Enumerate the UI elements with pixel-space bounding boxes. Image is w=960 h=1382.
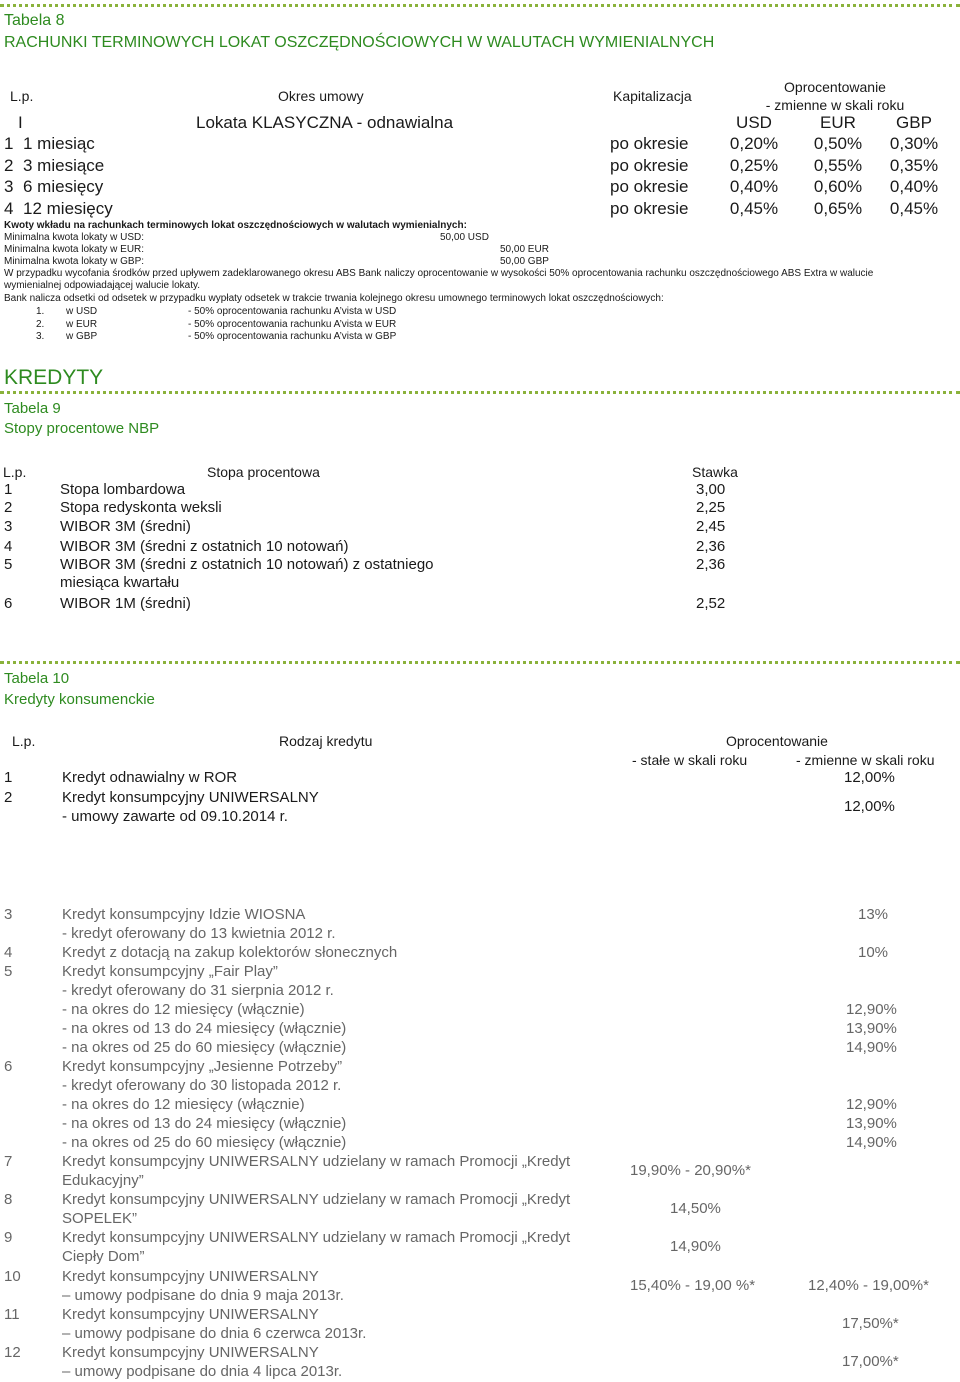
row-value: 2,25 [696,499,726,516]
section-name: Lokata KLASYCZNA - odnawialna [196,113,454,132]
row-value-zmienne: 13% [858,906,889,923]
row-name: Kredyt konsumpcyjny „Fair Play” [62,963,278,980]
table-subtitle: RACHUNKI TERMINOWYCH LOKAT OSZCZĘDNOŚCIOWYCH W WALUTACH WYMIENIALNYCH [4,34,715,51]
row-value: 2,52 [696,595,726,612]
header-lp: L.p. [3,464,27,480]
row-number: 7 [4,1153,13,1170]
row-name-continued: – umowy podpisane do dnia 4 lipca 2013r. [62,1363,343,1380]
header-lp: L.p. [10,88,34,104]
row-value-stale: 15,40% - 19,00 %* [630,1277,756,1294]
row-number: 2 [4,499,13,516]
header-zmienne: - zmienne w skali roku [796,752,935,768]
row-name: Kredyt odnawialny w ROR [62,769,238,786]
row-sub-term: - na okres od 25 do 60 miesięcy (włącznie) [62,1134,347,1151]
section-num: I [18,113,23,132]
row-value: 12,00% [844,798,895,815]
header-stawka: Stawka [692,464,738,480]
row-name: Kredyt konsumpcyjny UNIWERSALNY [62,1306,319,1323]
row-number: 11 [4,1306,20,1323]
row-kapitalizacja: po okresie [610,198,689,218]
row-sub-term: - na okres do 12 miesięcy (włącznie) [62,1096,305,1113]
table-title: Tabela 10 [4,670,70,687]
note-item-currency: w GBP [66,331,98,342]
row-value: 3,00 [696,481,726,498]
table-subtitle: Stopy procentowe NBP [4,420,160,437]
row-okres: 1 miesiąc [23,134,95,153]
row-number: 6 [4,1058,13,1075]
row-name-continued: - kredyt oferowany do 30 listopada 2012 r. [62,1077,342,1094]
row-name: Stopa lombardowa [60,481,186,498]
row-name-continued: Ciepły Dom” [62,1248,145,1265]
note-item-currency: w USD [66,306,98,317]
row-number: 1 [4,769,13,786]
row-name-continued: – umowy podpisane do dnia 9 maja 2013r. [62,1287,344,1304]
row-value-zmienne: 17,00%* [842,1353,899,1370]
table-title: Tabela 9 [4,400,61,417]
row-value-stale: 14,90% [670,1238,721,1255]
row-name: WIBOR 3M (średni z ostatnich 10 notowań) [60,538,349,555]
row-name: Kredyt konsumpcyjny Idzie WIOSNA [62,906,306,923]
table-subtitle: Kredyty konsumenckie [4,691,155,708]
row-name: Kredyt konsumpcyjny „Jesienne Potrzeby” [62,1058,343,1075]
row-value-stale: 19,90% - 20,90%* [630,1162,751,1179]
currency-usd: USD [736,113,772,132]
row-name: WIBOR 3M (średni) [60,518,191,535]
note-min-usd-value: 50,00 USD [440,232,489,243]
row-sub-value: 13,90% [846,1020,897,1037]
row-eur: 0,60% [813,177,863,196]
note-min-eur-label: Minimalna kwota lokaty w EUR: [4,244,145,255]
row-name: Kredyt konsumpcyjny UNIWERSALNY udzielany w ramach Promocji „Kredyt [62,1153,571,1170]
row-name: Kredyt konsumpcyjny UNIWERSALNY udzielany w ramach Promocji „Kredyt [62,1229,571,1246]
row-value-zmienne: 10% [858,944,889,961]
note-wycofanie-line1: W przypadku wycofania środków przed upływem zadeklarowanego okresu ABS Bank naliczy oprocentowanie w wysokości 50% oprocentowania rachunku oszczędnościowego ABS Extra w walucie [4,268,874,279]
row-okres: 12 miesięcy [23,198,113,218]
row-number: 3 [4,906,13,923]
row-number: 9 [4,1229,13,1246]
row-number: 1 [4,134,14,153]
note-item-number: 1. [36,306,45,317]
row-number: 4 [4,538,13,555]
header-lp: L.p. [12,733,36,749]
row-sub-value: 14,90% [846,1039,897,1056]
header-rodzaj: Rodzaj kredytu [279,733,373,749]
row-name: WIBOR 1M (średni) [60,595,191,612]
row-eur: 0,65% [813,198,863,218]
section-heading: KREDYTY [4,366,104,389]
row-usd: 0,20% [729,134,779,153]
row-okres: 6 miesięcy [23,177,104,196]
note-wycofanie-line2: wymienialnej odpowiadającej walucie lokaty. [4,280,201,291]
row-gbp: 0,40% [889,177,939,196]
note-item-number: 2. [36,318,45,330]
row-number: 8 [4,1191,13,1208]
row-name-continued: - kredyt oferowany do 13 kwietnia 2012 r. [62,925,336,942]
row-number: 5 [4,556,13,573]
row-okres: 3 miesiące [23,155,105,175]
note-item-number: 3. [36,331,45,342]
header-oprocentowanie: Oprocentowanie [784,79,886,95]
row-sub-value: 12,90% [846,1096,897,1113]
row-name-continued: – umowy podpisane do dnia 6 czerwca 2013r. [62,1325,367,1342]
row-name: Kredyt konsumpcyjny UNIWERSALNY [62,789,319,806]
row-eur: 0,50% [813,134,863,153]
row-value: 2,36 [696,538,726,555]
row-name: Kredyt z dotacją na zakup kolektorów słonecznych [62,944,398,961]
row-usd: 0,40% [729,177,779,196]
row-value-zmienne: 12,40% - 19,00%* [808,1277,929,1294]
row-value: 12,00% [844,769,895,786]
dotted-divider [0,4,960,7]
row-kapitalizacja: po okresie [610,177,689,196]
note-item-text: - 50% oprocentowania rachunku A’vista w GBP [188,331,397,342]
row-sub-value: 14,90% [846,1134,897,1151]
row-name-continued: Edukacyjny” [62,1172,144,1189]
row-kapitalizacja: po okresie [610,134,689,153]
row-number: 6 [4,595,13,612]
row-number: 12 [4,1344,21,1361]
header-stale: - stałe w skali roku [632,752,748,768]
row-sub-term: - na okres od 13 do 24 miesięcy (włącznie) [62,1020,347,1037]
row-gbp: 0,30% [889,134,939,153]
header-oprocentowanie-sub: - zmienne w skali roku [765,97,905,113]
row-gbp: 0,45% [889,198,939,218]
row-name-continued: SOPELEK” [62,1210,138,1227]
row-number: 4 [4,944,13,961]
note-item-text: - 50% oprocentowania rachunku A’vista w USD [188,306,397,317]
note-item-currency: w EUR [66,318,98,330]
currency-eur: EUR [820,113,856,132]
row-number: 10 [4,1268,21,1285]
row-number: 3 [4,177,14,196]
header-oprocentowanie: Oprocentowanie [726,733,828,749]
header-kapitalizacja: Kapitalizacja [613,88,692,104]
row-name-continued: - kredyt oferowany do 31 sierpnia 2012 r. [62,982,334,999]
row-number: 1 [4,481,13,498]
row-number: 2 [4,789,13,806]
header-stopa: Stopa procentowa [207,464,320,480]
note-min-eur-value: 50,00 EUR [500,244,549,255]
note-item-text: - 50% oprocentowania rachunku A’vista w EUR [188,318,397,330]
row-usd: 0,45% [729,198,779,218]
table-title: Tabela 8 [4,12,65,29]
row-value: 2,45 [696,518,726,535]
row-name: Stopa redyskonta weksli [60,499,222,516]
row-sub-term: - na okres od 13 do 24 miesięcy (włącznie) [62,1115,347,1132]
row-name: Kredyt konsumpcyjny UNIWERSALNY udzielany w ramach Promocji „Kredyt [62,1191,571,1208]
row-name-continued: miesiąca kwartału [60,574,180,591]
row-sub-value: 13,90% [846,1115,897,1132]
note-nalicza: Bank nalicza odsetki od odsetek w przypadku wypłaty odsetek w trakcie trwania kolejnego okresu umownego terminowych lokat oszczędnościowych: [4,293,664,304]
row-number: 2 [4,155,14,175]
row-sub-value: 12,90% [846,1001,897,1018]
row-kapitalizacja: po okresie [610,155,689,175]
row-number: 5 [4,963,13,980]
row-sub-term: - na okres do 12 miesięcy (włącznie) [62,1001,305,1018]
row-sub-term: - na okres od 25 do 60 miesięcy (włącznie) [62,1039,347,1056]
row-value: 2,36 [696,556,726,573]
row-name: Kredyt konsumpcyjny UNIWERSALNY [62,1344,319,1361]
row-number: 3 [4,518,13,535]
note-min-gbp-value: 50,00 GBP [500,256,549,267]
dotted-divider [0,661,960,664]
row-usd: 0,25% [729,155,779,175]
row-name: WIBOR 3M (średni z ostatnich 10 notowań) z ostatniego [60,556,434,573]
dotted-divider [0,391,960,394]
note-min-usd-label: Minimalna kwota lokaty w USD: [4,232,145,243]
note-kwoty: Kwoty wkładu na rachunkach terminowych lokat oszczędnościowych w walutach wymienialnych: [4,220,467,231]
note-min-gbp-label: Minimalna kwota lokaty w GBP: [4,256,145,267]
currency-gbp: GBP [896,113,932,132]
row-number: 4 [4,198,14,218]
header-okres: Okres umowy [278,88,364,104]
row-value-stale: 14,50% [670,1200,721,1217]
row-gbp: 0,35% [889,155,939,175]
row-name: Kredyt konsumpcyjny UNIWERSALNY [62,1268,319,1285]
row-value-zmienne: 17,50%* [842,1315,899,1332]
row-eur: 0,55% [813,155,863,175]
row-name-continued: - umowy zawarte od 09.10.2014 r. [62,808,288,825]
